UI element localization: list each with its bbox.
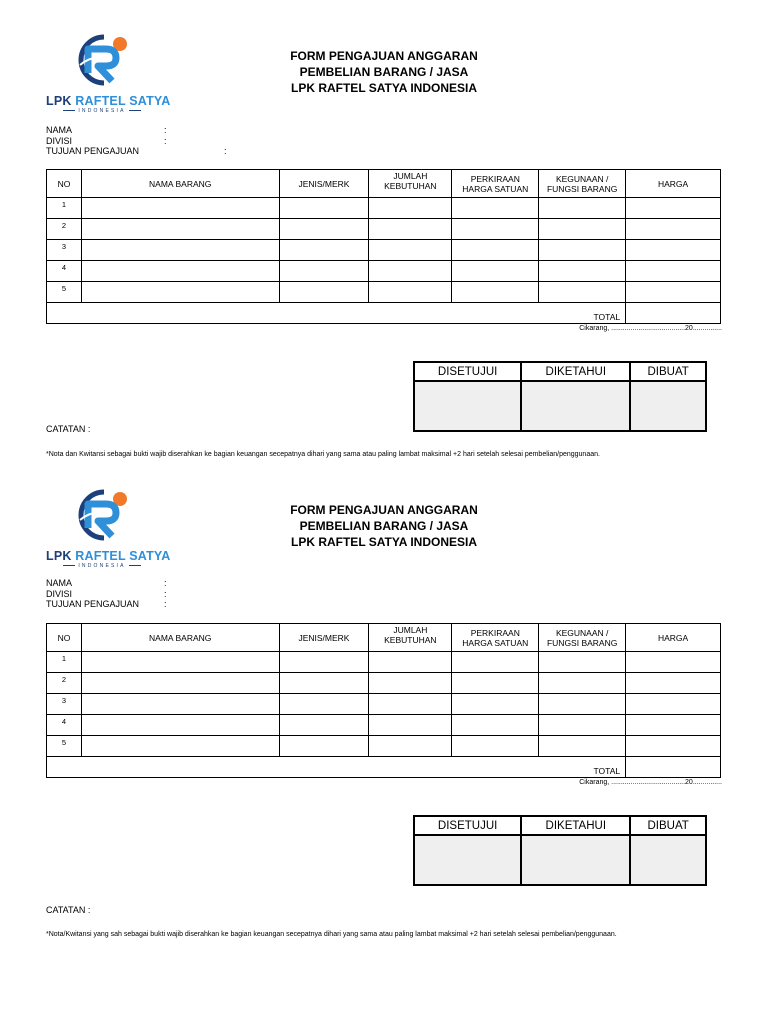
header-nama-barang: NAMA BARANG	[81, 624, 279, 652]
total-row	[47, 757, 721, 778]
header-no: NO	[47, 624, 82, 652]
cell-nama-barang[interactable]	[81, 652, 279, 673]
logo-emblem-icon	[74, 486, 130, 546]
cell-kegunaan[interactable]	[539, 736, 626, 757]
row-number: 3	[47, 240, 82, 261]
field-label-divisi: DIVISI	[46, 588, 73, 599]
place-date: Cikarang, ......................................20...............	[579, 779, 722, 786]
sign-header-diketahui: DIKETAHUI	[521, 362, 630, 381]
field-colon: :	[164, 135, 167, 146]
field-colon: :	[164, 599, 167, 609]
cell-jumlah[interactable]	[369, 736, 452, 757]
title-line-2: PEMBELIAN BARANG / JASA	[299, 65, 469, 79]
cell-harga[interactable]	[626, 673, 721, 694]
cell-harga-satuan[interactable]	[452, 673, 539, 694]
row-number: 2	[47, 673, 82, 694]
row-number: 4	[47, 715, 82, 736]
row-number: 2	[47, 219, 82, 240]
cell-harga[interactable]	[626, 736, 721, 757]
sign-header-diketahui: DIKETAHUI	[521, 816, 630, 835]
sign-box-disetujui[interactable]	[414, 835, 521, 885]
header-jumlah-kebutuhan: JUMLAH KEBUTUHAN	[369, 624, 452, 652]
cell-jumlah[interactable]	[369, 694, 452, 715]
title-line-1: FORM PENGAJUAN ANGGARAN	[290, 49, 478, 63]
field-label-tujuan: TUJUAN PENGAJUAN	[46, 599, 140, 609]
form-title	[234, 502, 534, 550]
header-jumlah-kebutuhan: JUMLAH KEBUTUHAN	[369, 170, 452, 198]
cell-kegunaan[interactable]	[539, 715, 626, 736]
place-date: Cikarang, ......................................20...............	[579, 325, 722, 332]
table-row	[47, 652, 721, 673]
row-number: 1	[47, 198, 82, 219]
cell-harga[interactable]	[626, 652, 721, 673]
row-number: 5	[47, 736, 82, 757]
field-label-nama: NAMA	[46, 578, 73, 588]
logo-subtext: INDONESIA	[46, 108, 158, 114]
field-colon: :	[224, 146, 227, 156]
cell-harga-satuan[interactable]	[452, 694, 539, 715]
cell-jenis-merk[interactable]	[279, 673, 369, 694]
catatan-label: CATATAN :	[46, 424, 91, 434]
cell-nama-barang[interactable]	[81, 736, 279, 757]
sign-header-disetujui: DISETUJUI	[414, 816, 521, 835]
cell-jenis-merk[interactable]	[279, 652, 369, 673]
row-number: 3	[47, 694, 82, 715]
header-jenis-merk: JENIS/MERK	[279, 170, 369, 198]
sign-header-dibuat: DIBUAT	[630, 362, 706, 381]
cell-jenis-merk[interactable]	[279, 694, 369, 715]
cell-jumlah[interactable]	[369, 715, 452, 736]
cell-kegunaan[interactable]	[539, 652, 626, 673]
footnote: *Nota/Kwitansi yang sah sebagai bukti wajib diserahkan ke bagian keuangan secepatnya dihari yang sama atau paling lambat maksimal +2 hari setelah selesai pembelian/penggunaan.	[46, 931, 617, 938]
logo-wordmark: LPK RAFTEL SATYA	[46, 549, 171, 563]
field-colon: :	[164, 578, 167, 588]
table-row	[47, 715, 721, 736]
row-number: 1	[47, 652, 82, 673]
sign-box-diketahui[interactable]	[521, 835, 630, 885]
cell-harga[interactable]	[626, 715, 721, 736]
header-kegunaan: KEGUNAAN / FUNGSI BARANG	[539, 170, 626, 198]
header-nama-barang: NAMA BARANG	[81, 170, 279, 198]
row-number: 4	[47, 261, 82, 282]
title-line-3: LPK RAFTEL SATYA INDONESIA	[290, 81, 478, 95]
cell-nama-barang[interactable]	[81, 715, 279, 736]
title-line-1: FORM PENGAJUAN ANGGARAN	[290, 503, 478, 517]
field-colon: :	[164, 588, 167, 599]
field-label-divisi: DIVISI	[46, 135, 73, 146]
cell-kegunaan[interactable]	[539, 694, 626, 715]
cell-kegunaan[interactable]	[539, 673, 626, 694]
table-row	[47, 673, 721, 694]
items-table	[46, 623, 721, 778]
field-colon: :	[164, 125, 167, 135]
cell-harga-satuan[interactable]	[452, 736, 539, 757]
requester-fields	[46, 578, 296, 610]
cell-jenis-merk[interactable]	[279, 715, 369, 736]
footnote: *Nota dan Kwitansi sebagai bukti wajib diserahkan ke bagian keuangan secepatnya dihari yang sama atau paling lambat maksimal +2 hari setelah selesai pembelian/penggunaan.	[46, 451, 600, 458]
total-label: TOTAL	[47, 303, 626, 324]
header-perkiraan-harga: PERKIRAAN HARGA SATUAN	[452, 624, 539, 652]
logo-subtext: INDONESIA	[46, 563, 158, 569]
header-no: NO	[47, 170, 82, 198]
field-label-nama: NAMA	[46, 125, 73, 135]
catatan-label: CATATAN :	[46, 905, 91, 915]
cell-jumlah[interactable]	[369, 673, 452, 694]
sign-box-dibuat[interactable]	[630, 835, 706, 885]
cell-nama-barang[interactable]	[81, 694, 279, 715]
table-row	[47, 694, 721, 715]
cell-nama-barang[interactable]	[81, 673, 279, 694]
cell-jenis-merk[interactable]	[279, 736, 369, 757]
title-line-3: LPK RAFTEL SATYA INDONESIA	[290, 535, 478, 549]
table-row	[47, 736, 721, 757]
title-line-2: PEMBELIAN BARANG / JASA	[299, 519, 469, 533]
total-label: TOTAL	[47, 757, 626, 778]
company-logo	[46, 486, 171, 569]
approval-table	[413, 815, 707, 886]
header-kegunaan: KEGUNAAN / FUNGSI BARANG	[539, 624, 626, 652]
header-jenis-merk: JENIS/MERK	[279, 624, 369, 652]
header-perkiraan-harga: PERKIRAAN HARGA SATUAN	[452, 170, 539, 198]
row-number: 5	[47, 282, 82, 303]
cell-jumlah[interactable]	[369, 652, 452, 673]
sign-header-dibuat: DIBUAT	[630, 816, 706, 835]
field-label-tujuan: TUJUAN PENGAJUAN	[46, 146, 140, 156]
logo-wordmark: LPK RAFTEL SATYA	[46, 94, 171, 108]
total-value-cell[interactable]	[626, 757, 721, 778]
header-harga: HARGA	[626, 170, 721, 198]
cell-harga-satuan[interactable]	[452, 652, 539, 673]
cell-harga-satuan[interactable]	[452, 715, 539, 736]
sign-header-disetujui: DISETUJUI	[414, 362, 521, 381]
header-harga: HARGA	[626, 624, 721, 652]
cell-harga[interactable]	[626, 694, 721, 715]
